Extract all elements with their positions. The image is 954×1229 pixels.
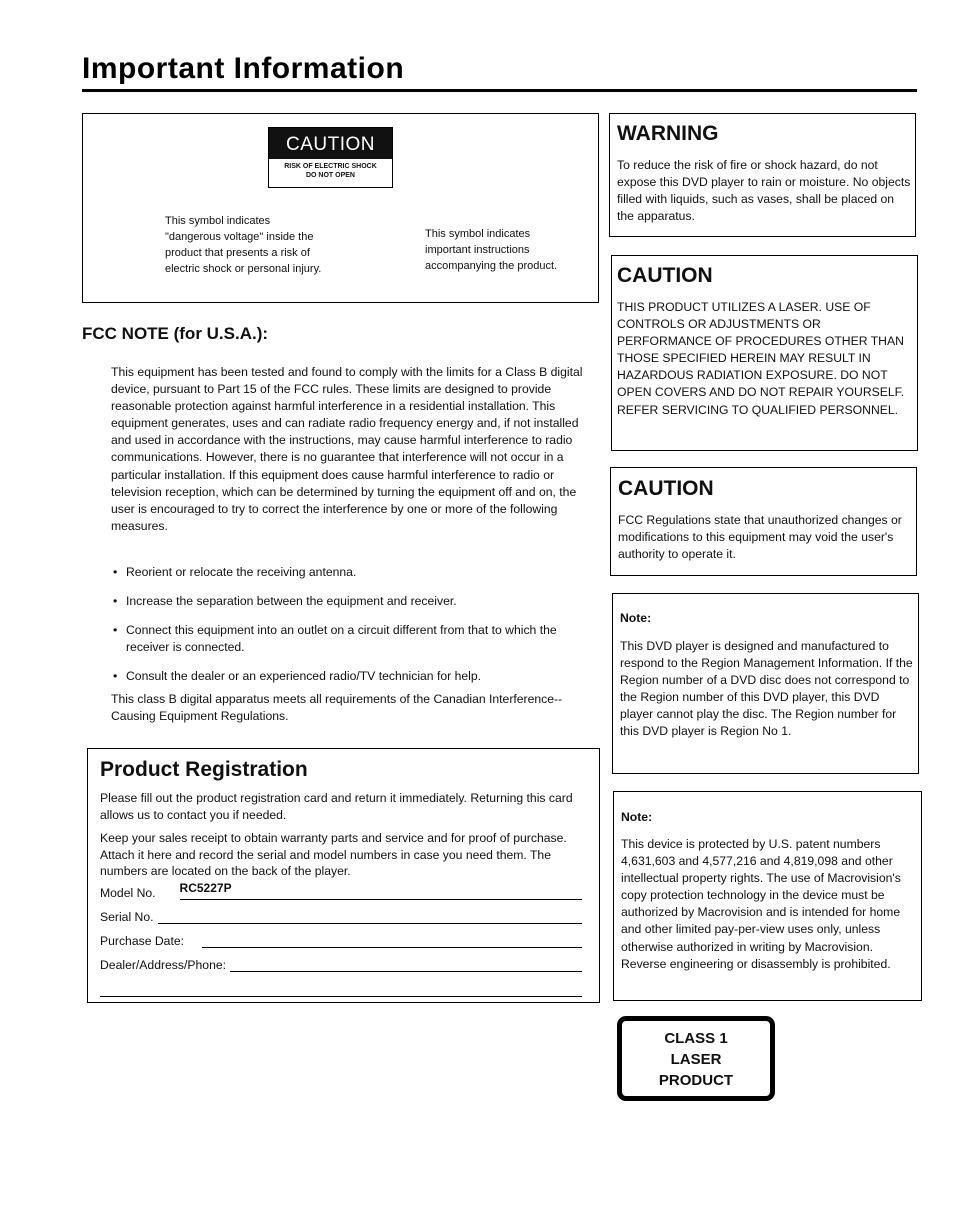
dealer-field[interactable] bbox=[100, 954, 582, 972]
list-item: • Increase the separation between the equipment and receiver. bbox=[111, 593, 601, 610]
model-number-value: RC5227P bbox=[179, 881, 232, 895]
caution-label-title: CAUTION bbox=[269, 128, 392, 159]
purchase-date-label: Purchase Date: bbox=[100, 934, 185, 948]
instructions-symbol-text: This symbol indicates important instructions accompanying the product. bbox=[425, 228, 558, 272]
voltage-symbol-text: This symbol indicates "dangerous voltage" inside the product that presents a risk of electric shock or personal injury. bbox=[165, 215, 322, 275]
caution-label-line2: DO NOT OPEN bbox=[305, 172, 355, 179]
caution-fcc-text: FCC Regulations state that unauthorized changes or modifications to this equipment may void the user's authority to operate it. bbox=[618, 513, 902, 562]
fcc-heading: FCC NOTE (for U.S.A.): bbox=[82, 324, 269, 343]
dealer-label: Dealer/Address/Phone: bbox=[100, 958, 227, 972]
purchase-date-field[interactable] bbox=[100, 930, 582, 948]
title-rule bbox=[82, 89, 917, 92]
class1-laser-label: CLASS 1 LASER PRODUCT bbox=[617, 1016, 775, 1101]
page-title: Important Information bbox=[82, 52, 405, 85]
canada-compliance-text: This class B digital apparatus meets all requirements of the Canadian Interference--Causing Equipment Regulations. bbox=[111, 692, 563, 724]
macrovision-note-text: This device is protected by U.S. patent numbers 4,631,603 and 4,577,216 and 4,819,098 and other intellectual property rights. The use of Macrovision's copy protection technology in the device must be authorized by Macrovision and is intended for home and other limited pay-per-view uses only, unless otherwise authorized in writing by Macrovision. Reverse engineering or disassembly is prohibited. bbox=[621, 837, 901, 971]
list-item: • Reorient or relocate the receiving antenna. bbox=[111, 564, 601, 581]
caution-label-line1: RISK OF ELECTRIC SHOCK bbox=[284, 163, 377, 170]
bullet-icon: • bbox=[113, 669, 118, 684]
macrovision-note-heading: Note: bbox=[621, 810, 653, 824]
warning-heading: WARNING bbox=[617, 122, 719, 145]
registration-title: Product Registration bbox=[100, 758, 308, 781]
region-note-heading: Note: bbox=[620, 611, 652, 625]
bullet-icon: • bbox=[113, 623, 118, 638]
list-item: • Connect this equipment into an outlet on a circuit different from that to which the receiver is connected. bbox=[113, 623, 557, 655]
serial-number-label: Serial No. bbox=[100, 910, 154, 924]
fcc-paragraph: This equipment has been tested and found to comply with the limits for a Class B digital device, pursuant to Part 15 of the FCC rules. These limits are designed to provide reasonable protection against harmful interference in a residential installation. This equipment generates, uses and can radiate radio frequency energy and, if not installed and used in accordance with the instructions, may cause harmful interference to radio communications. However, there is no guarantee that interference will not occur in a particular installation. If this equipment does cause harmful interference to radio or television reception, which can be determined by turning the equipment off and on, the user is encouraged to try to correct the interference by one or more of the following measures. bbox=[111, 365, 583, 533]
list-item: • Consult the dealer or an experienced radio/TV technician for help. bbox=[111, 668, 601, 685]
registration-receipt-text: Keep your sales receipt to obtain warranty parts and service and for proof of purchase. Attach it here and record the serial and model numbers in case you need them. The numbers are located on the back of the player. bbox=[100, 831, 567, 879]
caution-laser-heading: CAUTION bbox=[617, 264, 713, 287]
bullet-icon: • bbox=[113, 565, 118, 579]
bullet-icon: • bbox=[113, 594, 118, 609]
serial-number-field[interactable] bbox=[100, 906, 582, 924]
warning-text: To reduce the risk of fire or shock hazard, do not expose this DVD player to rain or moisture. No objects filled with liquids, such as vases, shall be placed on the apparatus. bbox=[617, 158, 911, 224]
blank-line bbox=[100, 996, 582, 997]
caution-laser-text: THIS PRODUCT UTILIZES A LASER. USE OF CONTROLS OR ADJUSTMENTS OR PERFORMANCE OF PROCEDURES OTHER THAN THOSE SPECIFIED HEREIN MAY RESULT IN HAZARDOUS RADIATION EXPOSURE. DO NOT OPEN COVERS AND DO NOT REPAIR YOURSELF. REFER SERVICING TO QUALIFIED PERSONNEL. bbox=[617, 300, 905, 417]
caution-fcc-heading: CAUTION bbox=[618, 477, 714, 500]
fcc-measures-list bbox=[111, 564, 601, 685]
model-number-label: Model No. bbox=[100, 886, 156, 900]
region-note-text: This DVD player is designed and manufactured to respond to the Region Management Information. If the Region number of a DVD disc does not correspond to the Region number of this DVD player, this DVD player cannot play the disc. The Region number for this DVD player is Region No 1. bbox=[620, 639, 913, 739]
registration-instructions: Please fill out the product registration card and return it immediately. Returning this card allows us to contact you if needed. bbox=[100, 791, 573, 822]
caution-label bbox=[268, 127, 393, 188]
model-number-field[interactable] bbox=[100, 882, 582, 900]
